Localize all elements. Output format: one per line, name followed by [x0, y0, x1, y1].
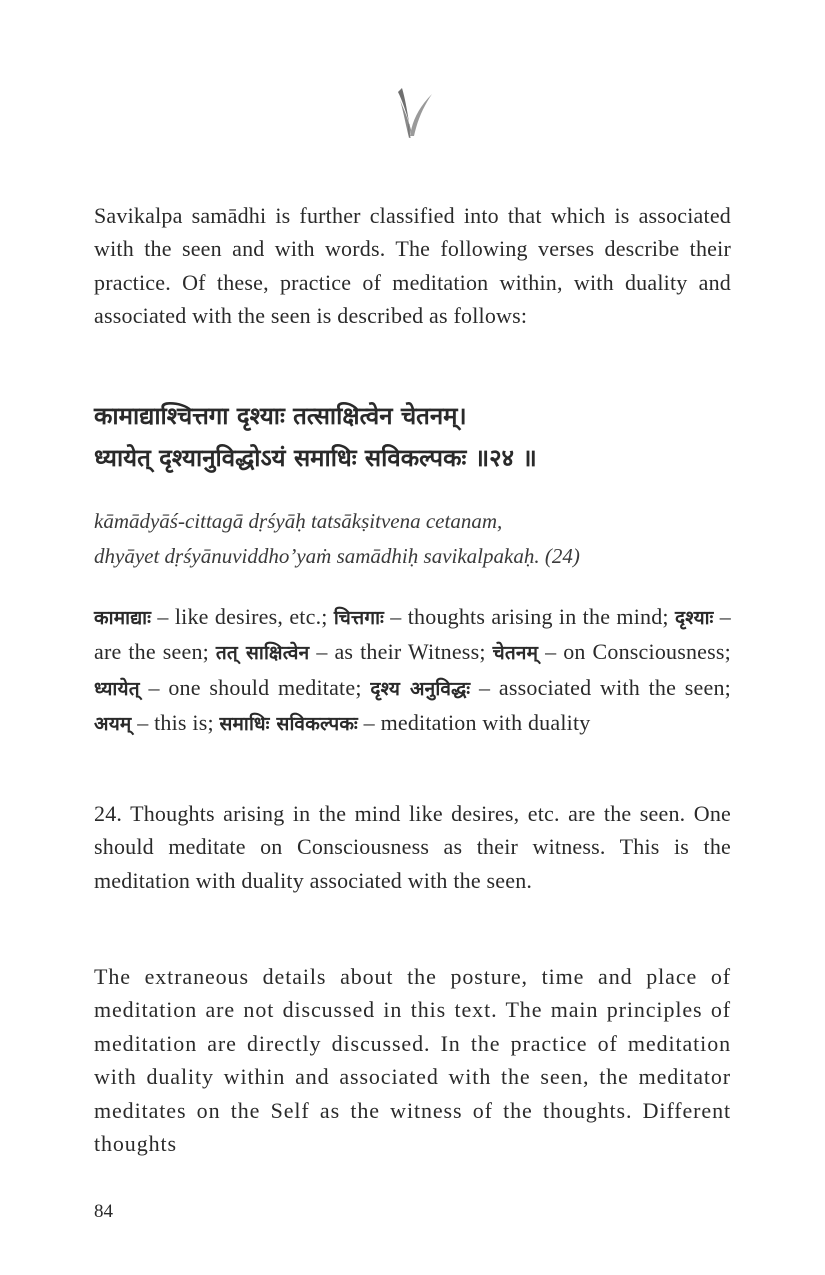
word-gloss [94, 600, 731, 742]
gloss-meaning: – one should meditate; [139, 674, 371, 700]
leaf-sprig-icon [388, 86, 436, 138]
transliteration-line-1: kāmādyāś-cittagā dṛśyāḥ tatsākṣitvena cetanam, [94, 509, 503, 533]
gloss-meaning: – as their Witness; [309, 639, 493, 665]
gloss-term: समाधिः सविकल्पकः [219, 713, 358, 736]
gloss-term: दृश्याः [675, 607, 714, 629]
gloss-term: चित्तगाः [333, 607, 385, 629]
gloss-meaning: – like desires, etc.; [151, 604, 334, 629]
verse-translation: 24. Thoughts arising in the mind like desires, etc. are the seen. One should meditate on Consciousness as their witness. This is the meditation with duality associated with the seen. [94, 801, 731, 893]
verse-line-1: कामाद्याश्चित्तगा दृश्याः तत्साक्षित्वेन चेतनम्। [94, 402, 467, 430]
gloss-term: अयम् [94, 713, 132, 736]
transliteration-line-2: dhyāyet dṛśyānuviddho’yaṁ samādhiḥ savikalpakaḥ. (24) [94, 544, 580, 568]
page-number: 84 [94, 1201, 113, 1222]
gloss-meaning: – this is; [131, 710, 220, 736]
gloss-meaning: – are the seen; [94, 604, 732, 665]
gloss-term: चेतनम् [492, 642, 539, 665]
gloss-meaning: – on Consciousness; [538, 639, 731, 665]
intro-paragraph: Savikalpa samādhi is further classified into that which is associated with the seen and with words. The following verses describe their practice. Of these, practice of meditation within, with duality and associated with the seen is described as follows: [94, 203, 731, 329]
commentary-paragraph: The extraneous details about the posture, time and place of meditation are not discussed in this text. The main principles of meditation are directly discussed. In the practice of meditation with duality within and associated with the seen, the meditator meditates on the Self as the witness of the thoughts. Different thoughts [94, 964, 731, 1157]
gloss-term: तत् साक्षित्वेन [215, 642, 310, 665]
verse-line-2: ध्यायेत् दृश्यानुविद्धोऽयं समाधिः सविकल्पकः ॥२४ ॥ [94, 444, 537, 472]
gloss-meaning: – associated with the seen; [470, 674, 731, 700]
gloss-term: दृश्य अनुविद्धः [370, 677, 471, 700]
sanskrit-verse [94, 395, 731, 479]
gloss-meaning: – thoughts arising in the mind; [384, 604, 675, 629]
gloss-term: कामाद्याः [94, 607, 152, 629]
transliteration [94, 504, 731, 574]
gloss-meaning: – meditation with duality [357, 710, 591, 736]
gloss-term: ध्यायेत् [94, 677, 140, 700]
